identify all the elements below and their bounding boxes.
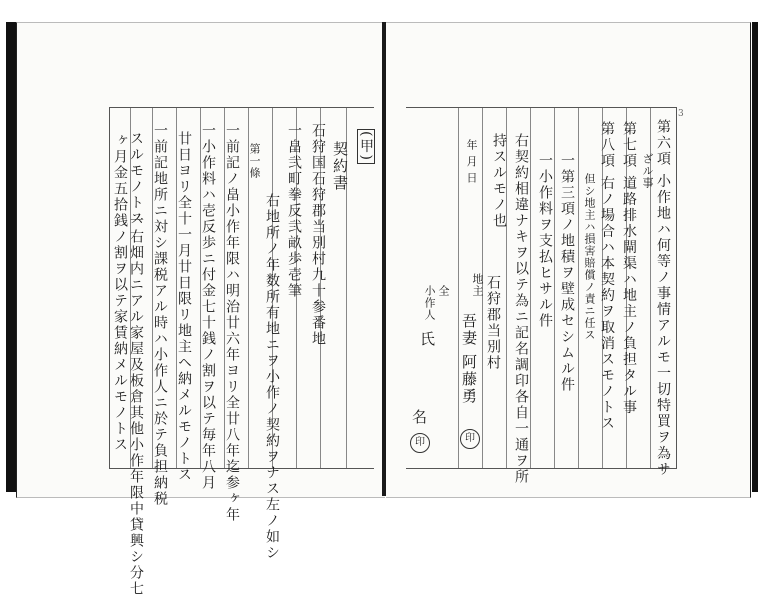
field-line: 一畠弐町拳反弐畝歩壱筆 <box>286 123 302 299</box>
contract-mark: (甲) <box>358 131 374 162</box>
open-book <box>14 22 754 597</box>
tenant-label: 小作人 <box>423 285 436 321</box>
tax-line-2: スルモノトス <box>128 131 144 227</box>
landlord-label: 地主 <box>471 273 484 297</box>
landlord-name: 吾妻 阿藤勇 <box>460 313 478 405</box>
left-page <box>16 22 385 597</box>
tenant-prefix: 全 <box>437 285 450 297</box>
date-line: 年 月 日 <box>465 139 478 184</box>
tenant-name: 氏 <box>418 331 436 348</box>
sentence-line: 右地所ノ年数所有地ニヲ小作ノ契約ヲナス左ノ如シ <box>264 193 280 561</box>
article-7: 第七項 道路排水閘渠ハ地主ノ負担タル事 <box>621 121 637 416</box>
margin-note: 第一條 <box>248 143 261 179</box>
right-page <box>386 22 751 498</box>
closing-line: 右契約相違ナキヲ以テ為ニ記名調印各自一通ヲ所 <box>513 133 529 485</box>
term-line: 一前記ノ畠小作年限ハ明治廿六年ヨリ全廿八年迄参ヶ年 <box>224 123 240 523</box>
closing-line-2: 持スルモノ也 <box>491 133 507 229</box>
article-6-cont: ざル事 <box>641 153 654 189</box>
landlord-seal: 印 <box>460 429 480 449</box>
rent-line-2: 廿日ヨリ全十一月廿日限リ地主ヘ納メルモノトス <box>176 131 192 483</box>
ruled-line <box>530 108 531 468</box>
tenant-name-2: 名 <box>410 409 428 426</box>
ruled-line <box>458 108 459 468</box>
article-8-proviso: 但シ地主ハ損害賠償ノ責ニ任ス <box>583 173 596 341</box>
article-6: 第六項 小作地ハ何等ノ事情アルモ一切特買ヲ為サ <box>655 119 671 478</box>
ruled-line <box>578 108 579 468</box>
item-9: 一第三項ノ地積ヲ壁成セシムル件 <box>559 153 575 393</box>
article-8: 第八項 右ノ場合ハ本契約ヲ取消スモノトス <box>599 121 615 432</box>
tax-line: 一前記地所ニ対シ課税アル時ハ小作人ニ於テ負担納税 <box>152 123 168 507</box>
pencil-note: 3 <box>678 109 684 119</box>
ruled-line <box>554 108 555 468</box>
harvest-line-2: ヶ月金五拾銭ノ割ヲ以テ家賃納メルモノトス <box>112 133 128 453</box>
rent-line: 一小作料ハ壱反歩ニ付金七十銭ノ割ヲ以テ毎年八月 <box>200 123 216 491</box>
location-line: 石狩国石狩郡当別村九十参番地 <box>310 123 326 347</box>
contract-title: 契約書 <box>331 141 349 192</box>
item-10: 一小作料ヲ支払ヒサル件 <box>537 153 553 329</box>
tenant-seal: 印 <box>410 433 430 453</box>
landlord-address: 石狩郡当別村 <box>485 275 501 371</box>
harvest-line: 一右畑内ニアル家屋及板倉其他小作年限中貸興シ分七 <box>128 213 144 597</box>
